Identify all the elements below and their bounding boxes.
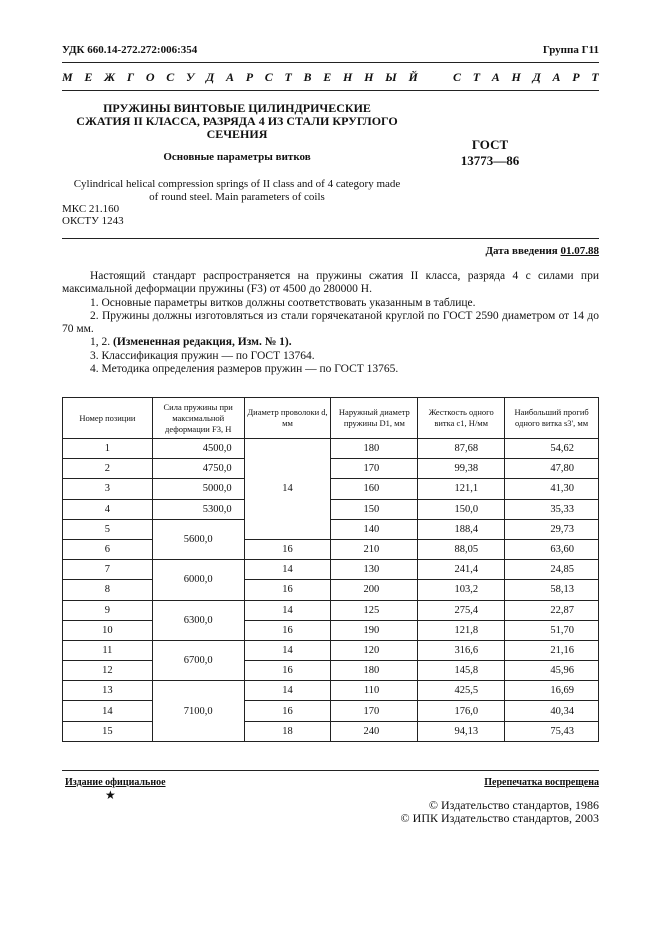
table-header-row: [63, 398, 599, 439]
table-row: [63, 600, 599, 620]
top-rule: [62, 62, 599, 63]
cell-position: 3: [63, 479, 153, 499]
cell-deflection: 47,80: [505, 459, 599, 479]
heading-letter: Н: [511, 70, 521, 84]
heading-letter: В: [303, 70, 312, 84]
cell-stiffness: 241,4: [418, 560, 505, 580]
cell-force: 5600,0: [152, 519, 244, 559]
cell-position: 10: [63, 620, 153, 640]
heading-letter: Н: [343, 70, 353, 84]
cell-outer: 130: [331, 560, 418, 580]
effective-date-label: Дата введения: [485, 245, 558, 257]
cell-stiffness: 88,05: [418, 539, 505, 559]
cell-stiffness: 99,38: [418, 459, 505, 479]
heading-letter: А: [225, 70, 234, 84]
cell-deflection: 35,33: [505, 499, 599, 519]
table-row: [63, 701, 599, 721]
copyright-line: © Издательство стандартов, 1986: [428, 798, 599, 812]
cell-wire: 14: [244, 439, 331, 540]
title-line: СЖАТИЯ II КЛАССА, РАЗРЯДА 4 ИЗ СТАЛИ КРУГЛОГО: [76, 114, 398, 128]
cell-outer: 120: [331, 640, 418, 660]
cell-stiffness: 121,1: [418, 479, 505, 499]
paragraph: 4. Методика определения размеров пружин — по ГОСТ 13765.: [90, 363, 399, 376]
heading-letter: Е: [84, 70, 93, 84]
cell-position: 15: [63, 721, 153, 741]
cell-outer: 125: [331, 600, 418, 620]
heading-letter: Т: [472, 70, 481, 84]
cell-wire: 16: [244, 620, 331, 640]
cell-force: 6300,0: [152, 600, 244, 640]
cell-stiffness: 425,5: [418, 681, 505, 701]
okstu-code: ОКСТУ 1243: [62, 215, 124, 227]
udk-code: УДК 660.14-272.272:006:354: [62, 44, 198, 56]
cell-stiffness: 150,0: [418, 499, 505, 519]
paragraph: 1. Основные параметры витков должны соответствовать указанным в таблице.: [90, 296, 476, 309]
group-code: Группа Г11: [542, 44, 599, 56]
header-stiffness: Жесткость одного витка c1, Н/мм: [418, 398, 505, 439]
table-row: [63, 560, 599, 580]
paragraph: 3. Классификация пружин — по ГОСТ 13764.: [90, 349, 315, 362]
cell-force: 7100,0: [152, 681, 244, 742]
cell-deflection: 58,13: [505, 580, 599, 600]
cell-stiffness: 176,0: [418, 701, 505, 721]
heading-letter: Р: [245, 70, 254, 84]
classification-codes: [62, 203, 124, 227]
cell-position: 13: [63, 681, 153, 701]
cell-deflection: 21,16: [505, 640, 599, 660]
heading-letter: Г: [126, 70, 135, 84]
cell-deflection: 54,62: [505, 439, 599, 459]
cell-stiffness: 188,4: [418, 519, 505, 539]
parameters-table: [62, 397, 599, 742]
cell-outer: 190: [331, 620, 418, 640]
table-row: [63, 640, 599, 660]
cell-outer: 210: [331, 539, 418, 559]
cell-position: 2: [63, 459, 153, 479]
cell-deflection: 51,70: [505, 620, 599, 640]
heading-letter: А: [491, 70, 500, 84]
cell-deflection: 16,69: [505, 681, 599, 701]
cell-wire: 14: [244, 560, 331, 580]
heading-letter: А: [552, 70, 561, 84]
cell-deflection: 41,30: [505, 479, 599, 499]
table-row: [63, 459, 599, 479]
cell-position: 5: [63, 519, 153, 539]
cell-stiffness: 87,68: [418, 439, 505, 459]
cell-outer: 180: [331, 439, 418, 459]
cell-position: 8: [63, 580, 153, 600]
table-row: [63, 479, 599, 499]
header-position: Номер позиции: [63, 398, 153, 439]
title-line: ПРУЖИНЫ ВИНТОВЫЕ ЦИЛИНДРИЧЕСКИЕ: [103, 101, 371, 115]
cell-deflection: 40,34: [505, 701, 599, 721]
cell-outer: 180: [331, 661, 418, 681]
cell-outer: 150: [331, 499, 418, 519]
document-title: [62, 102, 412, 141]
cell-position: 4: [63, 499, 153, 519]
document-subtitle: Основные параметры витков: [163, 151, 311, 163]
cell-force: 4750,0: [152, 459, 244, 479]
cell-wire: 16: [244, 539, 331, 559]
title-line: СЕЧЕНИЯ: [206, 127, 268, 141]
cell-outer: 170: [331, 459, 418, 479]
cell-deflection: 45,96: [505, 661, 599, 681]
body-text: [62, 270, 599, 376]
heading-letter: Р: [572, 70, 580, 84]
cell-outer: 110: [331, 681, 418, 701]
footer-rule: [62, 770, 599, 771]
copyright-line: © ИПК Издательство стандартов, 2003: [400, 811, 599, 825]
gost-designation: [455, 137, 525, 169]
cell-wire: 18: [244, 721, 331, 741]
cell-wire: 16: [244, 580, 331, 600]
reprint-prohibited: Перепечатка воспрещена: [484, 777, 599, 788]
paragraph: [62, 336, 599, 349]
heading-letter: Й: [408, 70, 418, 84]
cell-wire: 14: [244, 600, 331, 620]
header-force: Сила пружины при максимальной деформации F3, Н: [152, 398, 244, 439]
english-title: [62, 178, 412, 204]
cell-stiffness: 145,8: [418, 661, 505, 681]
interstate-standard-heading: [62, 70, 599, 86]
heading-letter: Т: [284, 70, 292, 84]
revision-note: (Измененная редакция, Изм. № 1).: [113, 336, 292, 349]
official-edition: Издание официальное: [65, 777, 166, 788]
cell-position: 14: [63, 701, 153, 721]
cell-force: 5300,0: [152, 499, 244, 519]
cell-outer: 160: [331, 479, 418, 499]
cell-position: 9: [63, 600, 153, 620]
heading-letter: Д: [206, 70, 215, 84]
cell-force: 6000,0: [152, 560, 244, 600]
cell-wire: 16: [244, 701, 331, 721]
cell-outer: 240: [331, 721, 418, 741]
heading-letter: Е: [323, 70, 332, 84]
cell-wire: 16: [244, 661, 331, 681]
effective-date-value: 01.07.88: [560, 245, 599, 257]
paragraph: Настоящий стандарт распространяется на пружины сжатия II класса, разряда 4 с силами при максимальной деформации пружины (F3) от 4500 до 280000 Н.: [62, 270, 599, 296]
heading-letter: С: [264, 70, 273, 84]
date-rule: [62, 238, 599, 239]
heading-letter: Д: [532, 70, 541, 84]
cell-position: 1: [63, 439, 153, 459]
header-deflection: Наибольший прогиб одного витка s3', мм: [505, 398, 599, 439]
paragraph-ref: 1, 2.: [90, 336, 113, 349]
cell-outer: 170: [331, 701, 418, 721]
cell-stiffness: 316,6: [418, 640, 505, 660]
heading-letter: Ы: [385, 70, 397, 84]
table-row: [63, 580, 599, 600]
table-row: [63, 539, 599, 559]
table-row: [63, 519, 599, 539]
cell-wire: 14: [244, 640, 331, 660]
heading-letter: Т: [591, 70, 599, 84]
mks-code: МКС 21.160: [62, 203, 120, 215]
cell-stiffness: 275,4: [418, 600, 505, 620]
cell-force: 5000,0: [152, 479, 244, 499]
heading-letter: С: [166, 70, 175, 84]
header-wire-diameter: Диаметр проволоки d, мм: [244, 398, 331, 439]
table-row: [63, 661, 599, 681]
cell-position: 12: [63, 661, 153, 681]
cell-deflection: 24,85: [505, 560, 599, 580]
table-row: [63, 620, 599, 640]
heading-letter: С: [453, 70, 462, 84]
cell-outer: 200: [331, 580, 418, 600]
cell-position: 6: [63, 539, 153, 559]
cell-deflection: 63,60: [505, 539, 599, 559]
paragraph: 2. Пружины должны изготовляться из стали горячекатаной круглой по ГОСТ 2590 диаметром от 14 до 70 мм.: [62, 309, 599, 336]
header-outer-diameter: Наружный диаметр пружины D1, мм: [331, 398, 418, 439]
heading-letter: У: [185, 70, 195, 84]
cell-deflection: 29,73: [505, 519, 599, 539]
star-icon: ★: [105, 788, 116, 802]
heading-rule: [62, 90, 599, 91]
cell-position: 11: [63, 640, 153, 660]
cell-force: 4500,0: [152, 439, 244, 459]
cell-position: 7: [63, 560, 153, 580]
heading-letter: Ж: [104, 70, 116, 84]
heading-letter: М: [62, 70, 73, 84]
gost-number: 13773—86: [460, 153, 520, 168]
cell-wire: 14: [244, 681, 331, 701]
english-title-line: Cylindrical helical compression springs of II class and of 4 category made: [73, 178, 401, 190]
table-row: [63, 681, 599, 701]
effective-date: [485, 245, 599, 257]
english-title-line: of round steel. Main parameters of coils: [149, 191, 325, 203]
cell-outer: 140: [331, 519, 418, 539]
cell-force: 6700,0: [152, 640, 244, 680]
heading-letter: Н: [364, 70, 374, 84]
cell-deflection: 75,43: [505, 721, 599, 741]
table-row: [63, 499, 599, 519]
cell-stiffness: 103,2: [418, 580, 505, 600]
table-row: [63, 439, 599, 459]
heading-letter: О: [145, 70, 155, 84]
table-row: [63, 721, 599, 741]
gost-label: ГОСТ: [471, 137, 509, 152]
cell-stiffness: 94,13: [418, 721, 505, 741]
cell-stiffness: 121,8: [418, 620, 505, 640]
cell-deflection: 22,87: [505, 600, 599, 620]
